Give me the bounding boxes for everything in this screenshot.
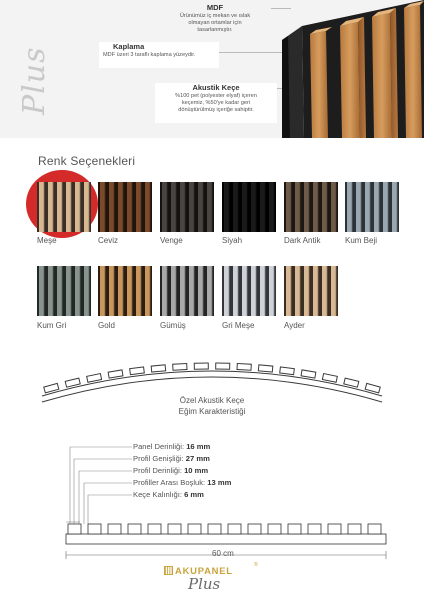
swatch-slat [286,266,292,316]
swatch-slat [171,266,177,316]
layer-felt-desc-2: keçemiz, %50'ye kadar geri [181,100,251,106]
color-swatch[interactable] [98,182,152,232]
swatch-slat [207,182,213,232]
color-swatch[interactable] [222,266,276,316]
color-swatch-label: Kum Gri [37,321,67,330]
curve-slat [151,365,165,372]
logo-series-wordmark: Plus [188,575,221,593]
swatch-slat [48,266,54,316]
swatch-slat [295,182,301,232]
curve-slat [322,374,337,383]
layer-mdf-title: MDF [206,3,224,12]
slat-3 [372,8,398,138]
curve-slat [237,364,251,371]
spec-label: Profil Derinliği: [133,466,185,475]
swatch-slat [66,182,72,232]
swatch-slat [39,266,45,316]
swatch-slat [100,266,106,316]
layer-mdf-desc-2: olmayan ortamlar için [188,20,242,26]
profile-slat [188,524,201,534]
swatch-slat [189,182,195,232]
swatch-slat [171,182,177,232]
color-swatch-label: Gümüş [160,321,186,330]
spec-item [133,490,204,499]
swatch-slat [331,266,337,316]
spec-label: Profil Genişliği: [133,454,186,463]
swatch-slat [269,266,275,316]
spec-value: 27 mm [185,454,210,463]
panel-layers-illustration [282,0,424,138]
profile-slat [268,524,281,534]
curve-slat [258,365,272,372]
spec-item [133,478,231,487]
profile-slat [288,524,301,534]
color-swatch[interactable] [98,266,152,316]
curve-slat [108,370,123,378]
profile-slat [128,524,141,534]
spec-label: Profiller Arası Boşluk: [133,478,208,487]
curve-slat [301,370,316,378]
registered-mark: ® [254,562,258,568]
spec-value: 6 mm [184,490,204,499]
curve-slat [216,363,230,369]
swatch-slat [392,182,398,232]
swatch-slat [127,266,133,316]
swatch-slat [322,266,328,316]
akupanel-logo-wordmark: AKUPANEL [175,565,233,576]
color-swatch[interactable] [160,182,214,232]
swatch-slat [233,182,239,232]
swatch-slat [145,266,151,316]
swatch-slat [331,182,337,232]
color-swatch[interactable] [222,182,276,232]
curve-caption [112,395,312,417]
color-swatch-label: Siyah [222,236,243,245]
color-swatch[interactable] [284,182,338,232]
akupanel-logo-icon [164,566,173,575]
swatch-slat [118,266,124,316]
spec-item [133,442,210,451]
curve-slat [130,367,145,375]
color-swatch-label: Gri Meşe [222,321,255,330]
swatch-slat [304,266,310,316]
layer-mdf-desc-1: Ürünümüz iç mekan ve ıslak [179,13,251,19]
curve-slat [344,378,359,387]
spec-value: 16 mm [186,442,211,451]
swatch-slat [136,182,142,232]
curve-slat [173,364,187,371]
color-swatch-label: Venge [160,236,183,245]
profile-slat [328,524,341,534]
profile-slat [108,524,121,534]
swatch-slat [374,182,380,232]
profile-slat [248,524,261,534]
profile-slat [168,524,181,534]
spec-value: 10 mm [184,466,209,475]
color-swatch[interactable] [37,266,91,316]
swatch-slat [180,266,186,316]
curve-slat [280,367,295,375]
product-hero [0,0,424,138]
swatch-slat [84,182,90,232]
layer-mdf-callout [155,3,275,34]
swatch-slat [251,266,257,316]
swatch-slat [322,182,328,232]
swatch-slat [162,182,168,232]
layer-coating-desc: MDF üzeri 3 taraflı kaplama yüzeydir. [103,52,196,58]
swatch-slat [75,266,81,316]
swatch-slat [260,182,266,232]
profile-dimension-drawing [0,438,424,562]
swatch-slat [286,182,292,232]
curve-slat [65,378,80,387]
profile-slat [348,524,361,534]
swatch-slat [109,266,115,316]
layer-felt-title: Akustik Keçe [192,83,240,92]
swatch-slat [57,266,63,316]
profile-slat [88,524,101,534]
swatch-slat [313,266,319,316]
color-swatch-label: Meşe [37,236,57,245]
swatch-slat [180,182,186,232]
swatch-slat [145,182,151,232]
swatch-slat [162,266,168,316]
color-swatch-label: Kum Beji [345,236,378,245]
swatch-slat [109,182,115,232]
swatch-slat [383,182,389,232]
swatch-slat [313,182,319,232]
profile-slat [148,524,161,534]
layer-mdf-desc-3: tasarlanmıştır. [197,27,233,33]
swatch-slat [207,266,213,316]
color-swatch[interactable] [37,182,91,232]
swatch-slat [251,182,257,232]
spec-item [133,466,208,475]
profile-felt-base [66,534,386,544]
swatch-slat [295,266,301,316]
swatch-slat [127,182,133,232]
layer-felt-desc-3: dönüştürülmüş içeriğe sahiptir. [178,107,254,113]
series-wordmark: Plus [17,46,52,115]
swatch-slat [224,266,230,316]
spec-label: Keçe Kalınlığı: [133,490,185,499]
swatch-slat [224,182,230,232]
swatch-slat [198,266,204,316]
color-swatch[interactable] [345,182,399,232]
swatch-slat [100,182,106,232]
swatch-slat [48,182,54,232]
color-swatch[interactable] [284,266,338,316]
spec-label: Panel Derinliği: [133,442,187,451]
swatch-slat [260,266,266,316]
color-options-title: Renk Seçenekleri [38,154,136,168]
color-swatch-label: Dark Antik [284,236,321,245]
swatch-slat [118,182,124,232]
swatch-slat [269,182,275,232]
spec-value: 13 mm [207,478,232,487]
swatch-slat [365,182,371,232]
profile-slat [368,524,381,534]
profile-slat [208,524,221,534]
curve-caption-line-2: Eğim Karakteristiği [178,407,246,416]
swatch-slat [39,182,45,232]
layer-coating-callout [99,42,219,68]
swatch-slat [356,182,362,232]
width-dimension-label: 60 cm [212,549,234,558]
profile-slat [308,524,321,534]
swatch-slat [304,182,310,232]
color-swatch-label: Ceviz [98,236,119,245]
swatch-slat [242,266,248,316]
profile-slat [68,524,81,534]
swatch-slat [242,182,248,232]
swatch-slat [347,182,353,232]
slat-2 [340,17,366,138]
curve-slat [87,374,102,383]
swatch-slat [136,266,142,316]
curve-slat [194,363,208,369]
swatch-slat [66,266,72,316]
layer-coating-title: Kaplama [113,42,145,51]
swatch-slat [84,266,90,316]
spec-item [133,454,210,463]
swatch-slat [57,182,63,232]
layer-felt-desc-1: %100 pet (polyester elyaf) içeren [175,93,257,99]
curve-caption-line-1: Özel Akustik Keçe [179,396,245,405]
swatch-slat [198,182,204,232]
color-swatch[interactable] [160,266,214,316]
color-swatch-label: Gold [98,321,115,330]
color-swatch-label: Ayder [284,321,305,330]
swatch-slat [189,266,195,316]
swatch-slat [233,266,239,316]
profile-slat [228,524,241,534]
swatch-slat [75,182,81,232]
layer-felt-callout [155,83,277,123]
